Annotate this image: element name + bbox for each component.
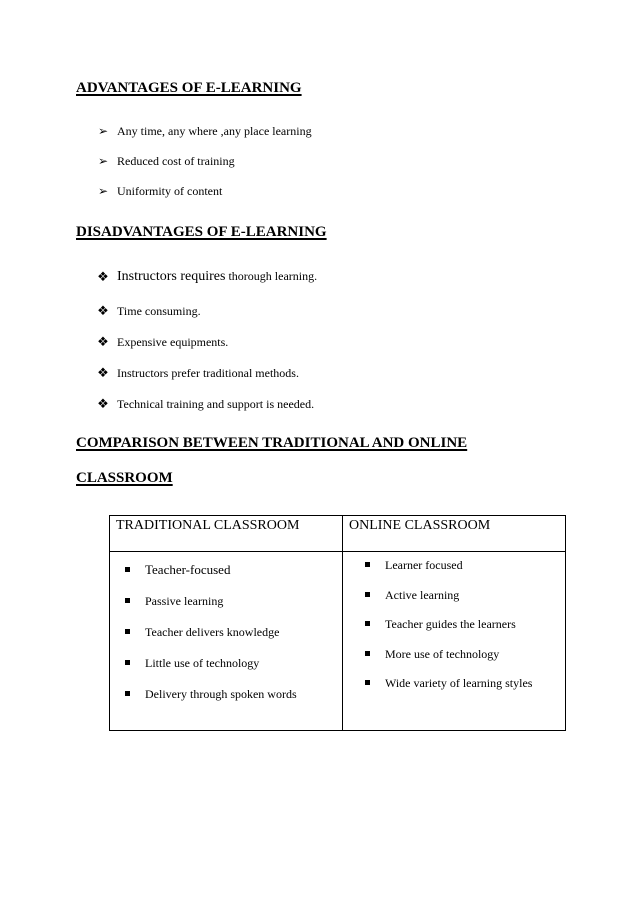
online-classroom-header: ONLINE CLASSROOM [343, 516, 566, 552]
four-diamond-bullet-icon: ❖ [97, 270, 109, 285]
arrow-bullet-icon: ➢ [97, 124, 109, 138]
list-item: Teacher delivers knowledge [125, 625, 342, 656]
four-diamond-bullet-icon: ❖ [97, 366, 109, 381]
comparison-heading-line2: CLASSROOM [76, 470, 173, 486]
online-cell [343, 552, 566, 731]
comparison-heading-line1: COMPARISON BETWEEN TRADITIONAL AND ONLINE [76, 435, 468, 451]
square-bullet-icon [125, 598, 130, 603]
list-item: Teacher-focused [125, 563, 342, 594]
square-bullet-icon [365, 562, 370, 567]
online-list [365, 552, 565, 706]
list-item: Delivery through spoken words [125, 687, 342, 718]
arrow-bullet-icon: ➢ [97, 154, 109, 168]
list-item: Learner focused [365, 558, 565, 588]
four-diamond-bullet-icon: ❖ [97, 397, 109, 412]
list-item: Active learning [365, 588, 565, 618]
square-bullet-icon [125, 691, 130, 696]
square-bullet-icon [125, 629, 130, 634]
square-bullet-icon [365, 680, 370, 685]
square-bullet-icon [365, 621, 370, 626]
list-item: Teacher guides the learners [365, 617, 565, 647]
arrow-bullet-icon: ➢ [97, 184, 109, 198]
list-item: More use of technology [365, 647, 565, 677]
square-bullet-icon [365, 592, 370, 597]
table-row [110, 552, 566, 731]
traditional-cell [110, 552, 343, 731]
traditional-classroom-header: TRADITIONAL CLASSROOM [110, 516, 343, 552]
list-item: Little use of technology [125, 656, 342, 687]
document-page: ADVANTAGES OF E-LEARNING ➢ Any time, any where ,any place learning ➢ Reduced cost of training ➢ Uniformity of content DISADVANTAGES OF E-LEARNING ❖ Instructors requires thorough learning. ❖ Time consuming. ❖ Expensive equipments. ❖ Instructors prefer traditional methods. ❖ Technical training and support is needed. COMPARISON BETWEEN TRADITIONAL AND ONLINE CLASSROOM TRADITIONAL CLASSROOM ONLINE CLASSROOM Teacher-focused Passive learning Teacher delivers knowledge Little use of technology Delivery through spoken words Learner focused Active learning Teacher guides the learners More use of technology Wide variety of learning styles [0, 0, 638, 903]
four-diamond-bullet-icon: ❖ [97, 335, 109, 350]
square-bullet-icon [125, 567, 130, 572]
disadvantages-heading: DISADVANTAGES OF E-LEARNING [76, 224, 327, 240]
list-item: Passive learning [125, 594, 342, 625]
table-header-row [110, 516, 566, 552]
advantages-heading: ADVANTAGES OF E-LEARNING [76, 80, 302, 96]
four-diamond-bullet-icon: ❖ [97, 304, 109, 319]
comparison-table [109, 515, 566, 731]
traditional-list [125, 552, 342, 718]
square-bullet-icon [125, 660, 130, 665]
list-item: Wide variety of learning styles [365, 676, 565, 706]
square-bullet-icon [365, 651, 370, 656]
